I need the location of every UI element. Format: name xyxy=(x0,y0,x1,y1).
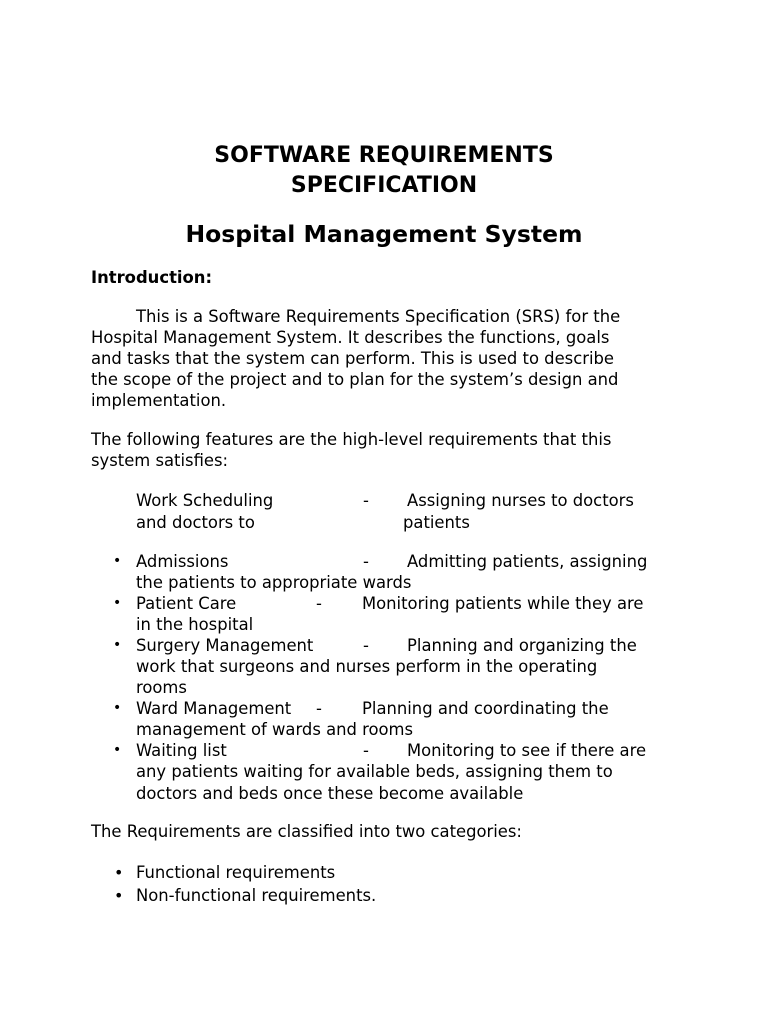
classification-item: Functional requirements xyxy=(136,863,336,882)
bullet-icon: • xyxy=(113,742,122,758)
intro-line: the scope of the project and to plan for the system’s design and xyxy=(91,370,619,389)
feature-name: Waiting list xyxy=(136,741,227,760)
document-title-line2: SPECIFICATION xyxy=(290,173,478,198)
feature-name: Patient Care xyxy=(136,594,237,613)
bullet-icon: • xyxy=(114,863,124,882)
feature-dash: - xyxy=(316,594,322,613)
bullet-icon: • xyxy=(113,637,122,653)
feature-cont: in the hospital xyxy=(136,615,254,634)
intro-line: This is a Software Requirements Specification (SRS) for the xyxy=(136,307,621,326)
intro-line: Hospital Management System. It describes the functions, goals xyxy=(91,328,610,347)
feature-desc: Monitoring patients while they are xyxy=(362,594,644,613)
feature-desc: Monitoring to see if there are xyxy=(407,741,647,760)
intro-line: and tasks that the system can perform. This is used to describe xyxy=(91,349,615,368)
feature-name: Ward Management xyxy=(136,699,292,718)
feature-dash: - xyxy=(363,552,369,571)
intro-line: implementation. xyxy=(91,391,227,410)
bullet-icon: • xyxy=(113,595,122,611)
feature-desc: Assigning nurses to doctors xyxy=(407,491,634,510)
feature-name: Admissions xyxy=(136,552,229,571)
feature-desc: Planning and organizing the xyxy=(407,636,637,655)
bullet-icon: • xyxy=(113,553,122,569)
classification-intro: The Requirements are classified into two categories: xyxy=(91,822,522,841)
features-line: The following features are the high-level requirements that this xyxy=(91,430,612,449)
features-line: system satisfies: xyxy=(91,451,229,470)
introduction-heading: Introduction: xyxy=(91,268,213,287)
feature-cont: patients xyxy=(403,513,470,532)
feature-cont: management of wards and rooms xyxy=(136,720,414,739)
classification-item: Non-functional requirements. xyxy=(136,886,377,905)
bullet-icon: • xyxy=(114,886,124,905)
feature-desc: Admitting patients, assigning xyxy=(407,552,648,571)
feature-dash: - xyxy=(363,741,369,760)
feature-dash: - xyxy=(316,699,322,718)
feature-dash: - xyxy=(363,636,369,655)
feature-cont: the patients to appropriate wards xyxy=(136,573,412,592)
feature-cont: any patients waiting for available beds, assigning them to xyxy=(136,762,613,781)
feature-cont: work that surgeons and nurses perform in the operating xyxy=(136,657,598,676)
feature-name: Work Scheduling xyxy=(136,491,274,510)
feature-cont: doctors and beds once these become available xyxy=(136,784,524,803)
feature-desc: Planning and coordinating the xyxy=(362,699,609,718)
introduction-paragraph xyxy=(91,306,691,411)
feature-cont: and doctors to xyxy=(136,513,255,532)
feature-cont: rooms xyxy=(136,678,187,697)
feature-dash: - xyxy=(363,491,369,510)
bullet-icon: • xyxy=(113,700,122,716)
document-title-line1: SOFTWARE REQUIREMENTS xyxy=(214,143,554,168)
feature-name: Surgery Management xyxy=(136,636,314,655)
features-paragraph xyxy=(91,429,691,471)
document-subtitle: Hospital Management System xyxy=(185,220,583,248)
